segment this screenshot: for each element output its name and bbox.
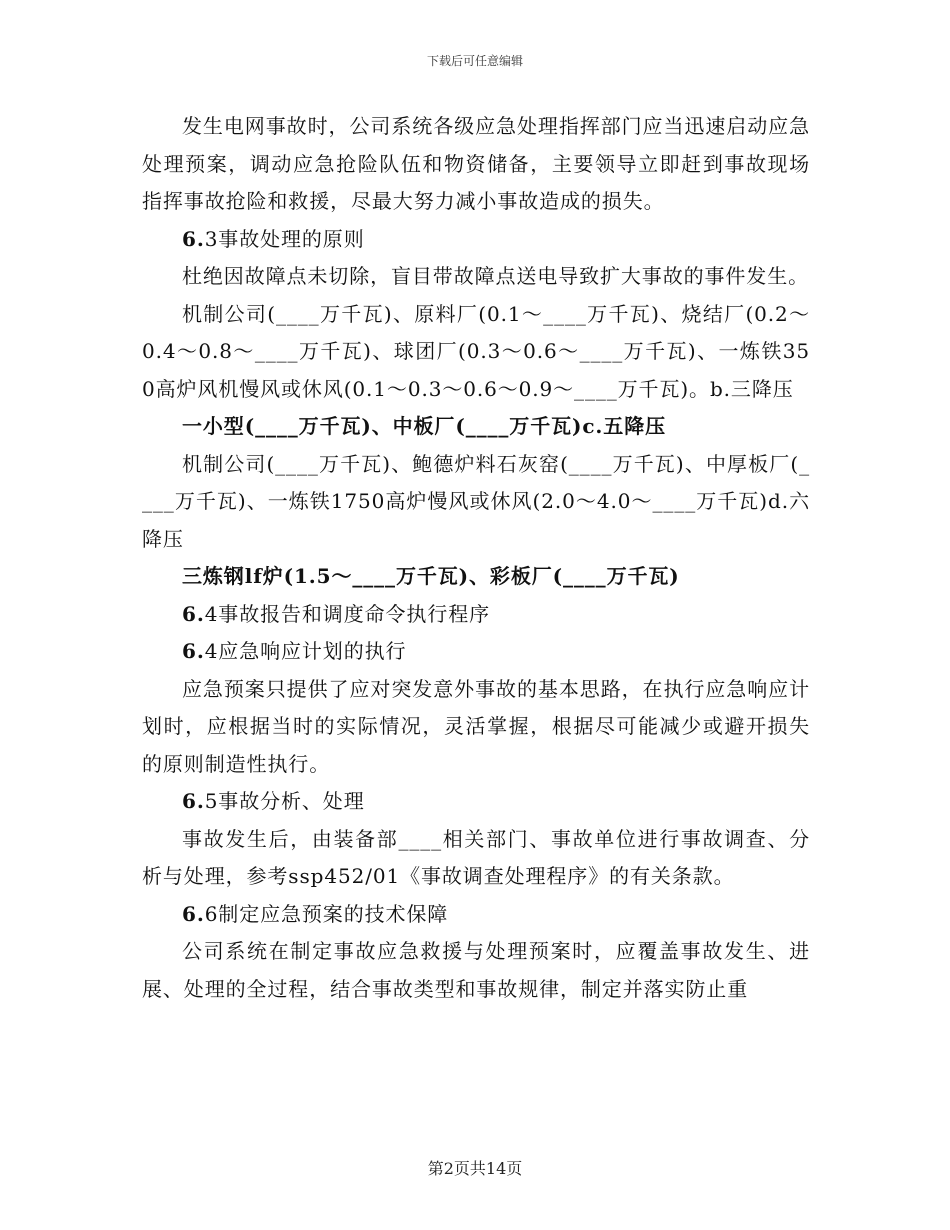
section-title: 4事故报告和调度命令执行程序 bbox=[204, 601, 491, 626]
section-title: 6制定应急预案的技术保障 bbox=[204, 901, 449, 926]
section-number: 6. bbox=[182, 601, 205, 626]
section-title: 4应急响应计划的执行 bbox=[204, 639, 407, 663]
section-title: 3事故处理的原则 bbox=[204, 226, 365, 251]
section-number: 6. bbox=[182, 226, 205, 251]
section-number: 6. bbox=[182, 789, 205, 813]
paragraph: 发生电网事故时，公司系统各级应急处理指挥部门应当迅速启动应急处理预案，调动应急抢险队伍和物资储备，主要领导立即赶到事故现场指挥事故抢险和救援，尽最大努力减小事故造成的损失。 bbox=[142, 114, 810, 213]
page-header-note: 下载后可任意编辑 bbox=[426, 54, 523, 68]
section-heading bbox=[142, 633, 810, 671]
section-heading bbox=[142, 221, 810, 259]
section-number: 6. bbox=[182, 639, 205, 663]
bold-paragraph: 三炼钢lf炉(1.5～____万千瓦)、彩板厂(____万千瓦) bbox=[182, 564, 680, 588]
paragraph: 应急预案只提供了应对突发意外事故的基本思路，在执行应急响应计划时，应根据当时的实际情况，灵活掌握，根据尽可能减少或避开损失的原则制造性执行。 bbox=[142, 676, 810, 776]
section-title: 5事故分析、处理 bbox=[204, 789, 365, 813]
section-number: 6. bbox=[182, 901, 205, 926]
section-heading bbox=[142, 596, 810, 634]
paragraph: 事故发生后，由装备部____相关部门、事故单位进行事故调查、分析与处理，参考ssp452/01《事故调查处理程序》的有关条款。 bbox=[142, 826, 810, 888]
section-heading bbox=[142, 896, 810, 934]
paragraph: 机制公司(____万千瓦)、鲍德炉料石灰窑(____万千瓦)、中厚板厂(____万千瓦)、一炼铁1750高炉慢风或休风(2.0～4.0～____万千瓦)d.六降压 bbox=[142, 451, 810, 551]
bold-paragraph: 一小型(____万千瓦)、中板厂(____万千瓦)c.五降压 bbox=[182, 414, 666, 438]
paragraph: 杜绝因故障点未切除，盲目带故障点送电导致扩大事故的事件发生。 bbox=[182, 264, 809, 288]
section-heading bbox=[142, 783, 810, 821]
page-number: 第2页共14页 bbox=[427, 1159, 523, 1178]
paragraph: 公司系统在制定事故应急救援与处理预案时，应覆盖事故发生、进展、处理的全过程，结合事故类型和事故规律，制定并落实防止重 bbox=[142, 939, 810, 1001]
document-body bbox=[142, 108, 810, 1008]
paragraph: 机制公司(____万千瓦)、原料厂(0.1～____万千瓦)、烧结厂(0.2～0.4～0.8～____万千瓦)、球团厂(0.3～0.6～____万千瓦)、一炼铁350高炉风机慢风或休风(0.1～0.3～0.6～0.9～____万千瓦)。b.三降压 bbox=[142, 301, 810, 401]
